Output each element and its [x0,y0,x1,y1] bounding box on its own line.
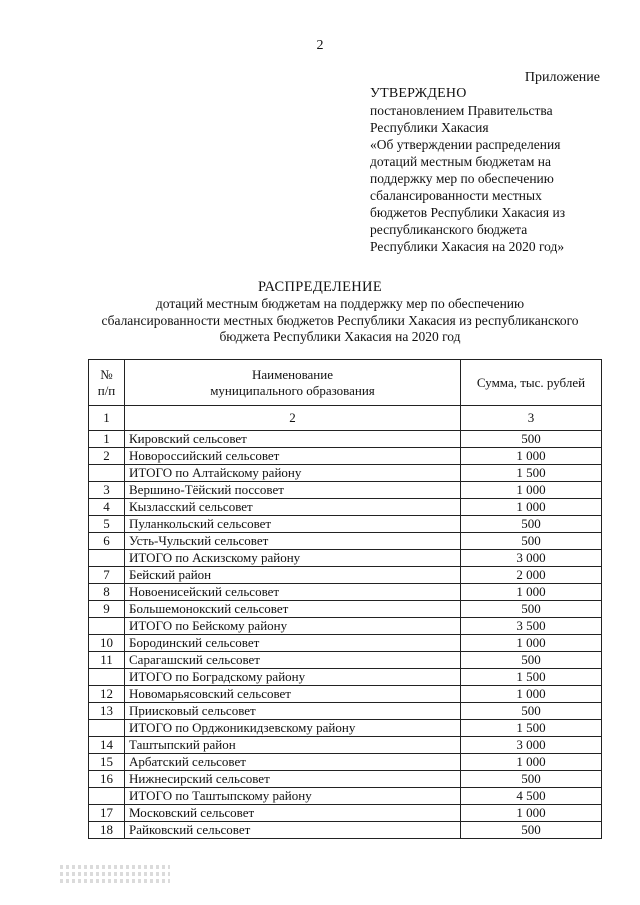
row-sum: 1 000 [461,499,602,516]
row-name: Арбатский сельсовет [125,754,461,771]
row-sum: 1 500 [461,465,602,482]
row-sum: 500 [461,516,602,533]
row-name: Бейский район [125,567,461,584]
page-number: 2 [316,38,324,53]
table-row [89,754,602,771]
row-name: Усть-Чульский сельсовет [125,533,461,550]
row-sum: 500 [461,533,602,550]
row-sum: 500 [461,431,602,448]
row-num: 6 [89,533,125,550]
row-sum: 1 000 [461,584,602,601]
approval-line: Республики Хакасия на 2020 год» [370,239,565,254]
row-sum: 1 000 [461,805,602,822]
table-row [89,465,602,482]
table-row [89,550,602,567]
approval-line: «Об утверждении распределения [370,137,561,152]
row-sum: 1 000 [461,754,602,771]
header-name [125,360,461,406]
row-num: 18 [89,822,125,839]
row-name: Пуланкольский сельсовет [125,516,461,533]
row-num [89,465,125,482]
approval-line: республиканского бюджета [370,222,528,237]
row-num: 2 [89,448,125,465]
row-name: Новомарьясовский сельсовет [125,686,461,703]
row-name: Приисковый сельсовет [125,703,461,720]
row-num: 13 [89,703,125,720]
column-number: 1 [89,406,125,431]
row-name: ИТОГО по Аскизскому району [125,550,461,567]
row-name: Вершино-Тёйский поссовет [125,482,461,499]
table-row [89,618,602,635]
table-header-row [89,360,602,406]
row-name: Кировский сельсовет [125,431,461,448]
row-sum: 4 500 [461,788,602,805]
row-num: 1 [89,431,125,448]
row-name: Новоенисейский сельсовет [125,584,461,601]
row-name: Бородинский сельсовет [125,635,461,652]
approval-line: сбалансированности местных [370,188,542,203]
row-num [89,669,125,686]
table-row [89,669,602,686]
row-num [89,720,125,737]
approval-line: бюджетов Республики Хакасия из [370,205,566,220]
header-sum: Сумма, тыс. рублей [461,360,602,406]
header-num [89,360,125,406]
table-row [89,567,602,584]
row-name: ИТОГО по Алтайскому району [125,465,461,482]
row-num: 15 [89,754,125,771]
table-row [89,652,602,669]
row-sum: 500 [461,771,602,788]
approval-block [370,85,620,255]
row-num: 4 [89,499,125,516]
subtitle-line: сбалансированности местных бюджетов Республики Хакасия из республиканского [101,312,579,328]
subtitle-line: бюджета Республики Хакасия на 2020 год [219,329,461,344]
table-row [89,805,602,822]
row-num: 9 [89,601,125,618]
row-name: ИТОГО по Боградскому району [125,669,461,686]
table-row [89,584,602,601]
row-name: Райковский сельсовет [125,822,461,839]
row-sum: 500 [461,703,602,720]
row-name: Московский сельсовет [125,805,461,822]
table-row [89,533,602,550]
row-sum: 1 000 [461,448,602,465]
row-sum: 1 000 [461,482,602,499]
appendix-label: Приложение [524,70,600,85]
row-sum: 1 500 [461,669,602,686]
row-num: 16 [89,771,125,788]
row-num: 3 [89,482,125,499]
table-row [89,516,602,533]
header-name-line2: муниципального образования [210,382,375,398]
header-num-line1: № [100,366,113,382]
row-name: Нижнесирский сельсовет [125,771,461,788]
row-num: 17 [89,805,125,822]
row-sum: 1 000 [461,635,602,652]
column-number-row [89,406,602,431]
table-row [89,431,602,448]
approval-line: поддержку мер по обеспечению [370,171,554,186]
row-num: 10 [89,635,125,652]
table-row [89,499,602,516]
row-name: Таштыпский район [125,737,461,754]
row-sum: 500 [461,822,602,839]
header-name-line1: Наименование [252,366,333,382]
row-sum: 3 500 [461,618,602,635]
approval-line: Республики Хакасия [370,120,489,135]
row-sum: 2 000 [461,567,602,584]
row-num [89,618,125,635]
row-num: 12 [89,686,125,703]
table-row [89,703,602,720]
row-sum: 3 000 [461,550,602,567]
row-num: 7 [89,567,125,584]
table-row [89,788,602,805]
row-name: ИТОГО по Бейскому району [125,618,461,635]
row-name: Новороссийский сельсовет [125,448,461,465]
header-num-line2: п/п [97,382,116,398]
row-sum: 500 [461,652,602,669]
table-row [89,448,602,465]
row-sum: 1 500 [461,720,602,737]
table-row [89,601,602,618]
faint-stamp [60,862,170,892]
row-sum: 3 000 [461,737,602,754]
approval-line: дотаций местным бюджетам на [370,154,551,169]
row-name: Кызласский сельсовет [125,499,461,516]
approval-heading: УТВЕРЖДЕНО [370,86,467,101]
subtitle-line: дотаций местным бюджетам на поддержку мер по обеспечению [155,296,525,311]
row-name: ИТОГО по Орджоникидзевскому району [125,720,461,737]
row-name: Сарагашский сельсовет [125,652,461,669]
table-row [89,635,602,652]
column-number: 2 [125,406,461,431]
row-num: 5 [89,516,125,533]
row-name: ИТОГО по Таштыпскому району [125,788,461,805]
row-sum: 1 000 [461,686,602,703]
row-num: 8 [89,584,125,601]
table-body [89,406,602,839]
row-num: 14 [89,737,125,754]
table-row [89,686,602,703]
row-num [89,550,125,567]
document-title: РАСПРЕДЕЛЕНИЕ [258,279,382,295]
approval-line: постановлением Правительства [370,103,553,118]
table-row [89,771,602,788]
row-num [89,788,125,805]
row-name: Большемонокский сельсовет [125,601,461,618]
row-num: 11 [89,652,125,669]
distribution-table [88,359,602,839]
table-row [89,822,602,839]
table-row [89,720,602,737]
table-row [89,737,602,754]
column-number: 3 [461,406,602,431]
table-row [89,482,602,499]
document-subtitle [40,296,640,346]
row-sum: 500 [461,601,602,618]
